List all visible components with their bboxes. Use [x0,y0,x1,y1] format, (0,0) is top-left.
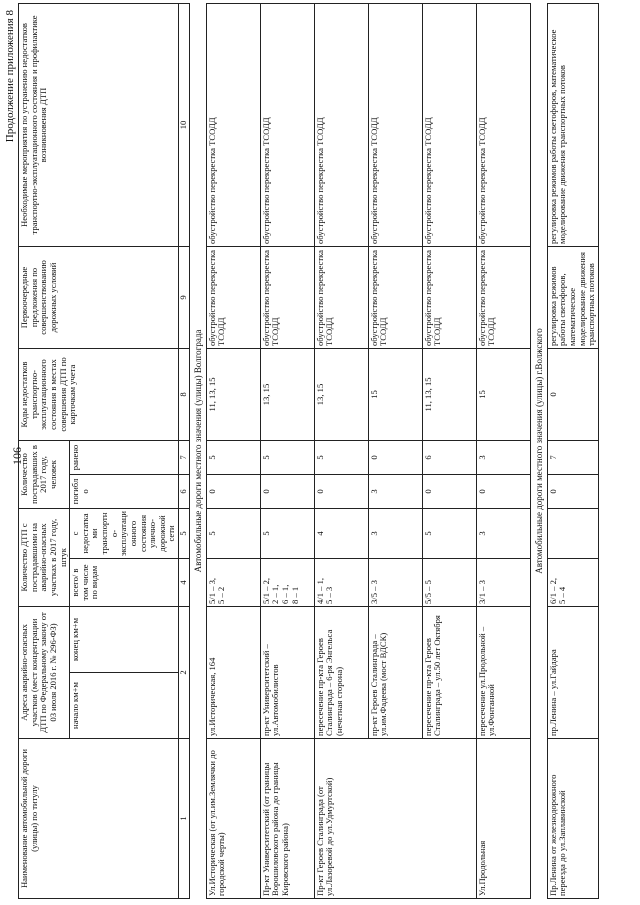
with-defects: 5 [206,508,260,558]
measure: обустройство перекрестка ТСОДД [260,3,314,246]
col-num: 4 [179,558,190,606]
road-name: Ул.Продольная [476,739,530,899]
injured: 6 [422,440,476,474]
table-row [547,3,598,898]
proposal: обустройство перекрестка ТСОДД [422,246,476,348]
defect-codes: 11, 13, 15 [422,348,476,440]
table-row [260,3,314,898]
with-defects [547,508,598,558]
proposal: обустройство перекрестка ТСОДД [314,246,368,348]
defect-codes: 13, 15 [314,348,368,440]
col-num: 7 [179,440,190,474]
col-num: 5 [179,508,190,558]
col-num: 2 [179,606,190,738]
proposal: обустройство перекрестка ТСОДД [260,246,314,348]
proposal: обустройство перекрестка ТСОДД [368,246,422,348]
road-name: Пр-кт Университетский (от границы Ворошиловского района до границы Кировского района) [260,739,314,899]
injured: 5 [206,440,260,474]
table-row [206,3,260,898]
killed: 0 [260,474,314,508]
header-accident-count: Количество ДТП с пострадавшими на аварийно-опасных участках в 2017 году, штук [19,508,70,606]
with-defects: 5 [422,508,476,558]
with-defects: 4 [314,508,368,558]
section-title-volgograd: Автомобильные дороги местного значения (улицы) Волгограда [189,3,206,898]
total-by-type: 5/5 – 5 [422,558,476,606]
defect-codes: 11, 13, 15 [206,348,260,440]
header-proposals: Первоочередные предложения по совершенствованию дорожных условий [19,246,179,348]
section-row [530,3,547,898]
total-by-type: 4/1 – 1, 5 – 3 [314,558,368,606]
site-address: пересечение ул.Продольной – ул.Фонтанной [476,606,530,738]
total-by-type: 3/5 – 3 [368,558,422,606]
with-defects: 3 [368,508,422,558]
section-title-volzhsky: Автомобильные дороги местного значения (улицы) г.Волжского [530,3,547,898]
proposal: обустройство перекрестка ТСОДД [206,246,260,348]
road-name: Пр.Ленина от железнодорожного переезда до ул.Заплавинской [547,739,598,899]
with-defects: 5 [260,508,314,558]
road-name: Ул.Историческая (от ул.им.Землячки до городской черты) [206,739,260,899]
header-injured: ранено [70,440,179,474]
proposal: регулировка режимов работы светофоров, математическое моделирование движения транспортных потоков [547,246,598,348]
col-num: 1 [179,739,190,899]
injured: 0 [368,440,422,474]
table-row [314,3,368,898]
col-num: 8 [179,348,190,440]
header-address: Адреса аварийно-опасных участков (мест концентрации ДТП по Федеральному закону от 03 июля 2016 г. № 296-ФЗ) [19,606,70,738]
proposal: обустройство перекрестка ТСОДД [476,246,530,348]
measure: обустройство перекрестка ТСОДД [422,3,476,246]
measure: обустройство перекрестка ТСОДД [314,3,368,246]
site-address: пересечение пр-кта Героев Сталинграда – ул.50 лет Октября [422,606,476,738]
injured: 7 [547,440,598,474]
header-total: всего/ в том числе по видам [70,558,179,606]
header-start: начало км+м [70,673,179,739]
column-numbers-row [179,3,190,898]
table-row [476,3,530,898]
header-row-1 [19,3,70,898]
header-defect-codes: Коды недостатков транспортно-эксплуатационного состояния в местах совершения ДТП по карточкам учета [19,348,179,440]
killed: 0 [206,474,260,508]
defect-codes: 15 [476,348,530,440]
road-name: Пр-кт Героев Сталинграда (от ул.Лазоревой до ул.Удмуртской) [314,739,476,899]
measure: обустройство перекрестка ТСОДД [476,3,530,246]
measure: регулировка режимов работы светофоров, математическое моделирование движения транспортных потоков [547,3,598,246]
total-by-type: 3/1 – 3 [476,558,530,606]
injured: 3 [476,440,530,474]
site-address: пр-кт Университетский – ул.Автомобилистов [260,606,314,738]
total-by-type: 6/1 – 2, 5 – 4 [547,558,598,606]
header-end: конец км+м [70,606,179,672]
killed: 0 [547,474,598,508]
total-by-type: 5/1 – 3, 5 – 2 [206,558,260,606]
section-row [189,3,206,898]
killed: 0 [422,474,476,508]
measure: обустройство перекрестка ТСОДД [368,3,422,246]
header-with-defects: с недостатками транспортно-эксплуатационного состояния улично-дорожной сети [70,508,179,558]
defect-codes: 13, 15 [260,348,314,440]
killed: 0 [476,474,530,508]
accident-sites-table [18,3,599,899]
injured: 5 [260,440,314,474]
injured: 5 [314,440,368,474]
appendix-label: Продолжение приложения 8 [4,10,16,143]
header-road: Наименование автомобильной дороги (улицы) по титулу [19,739,179,899]
killed: 3 [368,474,422,508]
header-killed: погибло [70,474,179,508]
defect-codes: 15 [368,348,422,440]
site-address: ул.Историческая, 164 [206,606,260,738]
col-num: 6 [179,474,190,508]
col-num: 10 [179,3,190,246]
with-defects: 3 [476,508,530,558]
site-address: пр-кт Героев Сталинграда – ул.им.Фадеева (мост ВДСК) [368,606,422,738]
page-number: 106 [10,447,24,465]
col-num: 9 [179,246,190,348]
header-measures: Необходимые мероприятия по устранению недостатков транспортно-эксплуатационного состояния и профилактике возникновения ДТП [19,3,179,246]
defect-codes: 0 [547,348,598,440]
total-by-type: 5/1 – 2, 2 – 1, 6 – 1, 8 – 1 [260,558,314,606]
site-address: пересечение пр-кта Героев Сталинграда – 6-ря Энгельса (нечетная сторона) [314,606,368,738]
site-address: пр.Ленина – ул.Гайдара [547,606,598,738]
killed: 0 [314,474,368,508]
header-victims: Количество пострадавших в 2017 году, человек [19,440,70,508]
measure: обустройство перекрестка ТСОДД [206,3,260,246]
